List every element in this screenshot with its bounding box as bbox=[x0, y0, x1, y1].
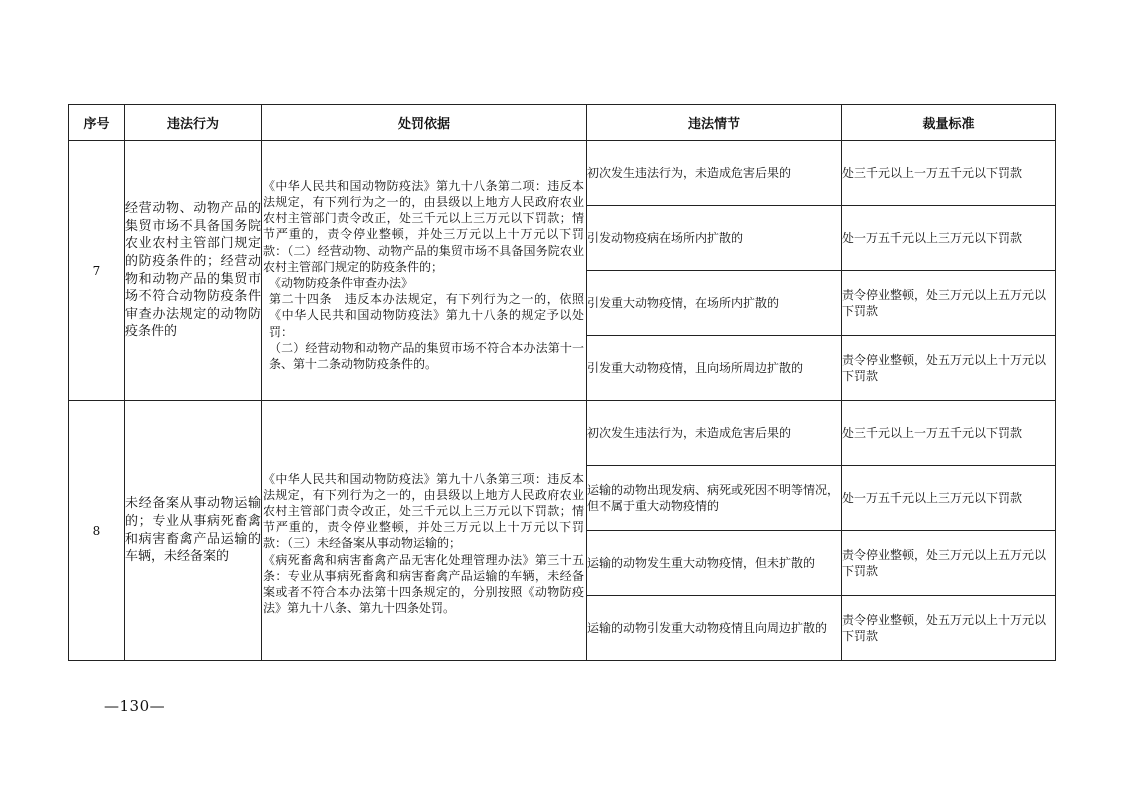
row-basis bbox=[262, 401, 587, 661]
standard-cell: 处一万五千元以上三万元以下罚款 bbox=[842, 206, 1056, 271]
header-standard: 裁量标准 bbox=[842, 105, 1056, 141]
row-seq: 8 bbox=[69, 401, 125, 661]
header-circumstance: 违法情节 bbox=[587, 105, 842, 141]
row-behavior: 经营动物、动物产品的集贸市场不具备国务院农业农村主管部门规定的防疫条件的；经营动物和动物产品的集贸市场不符合动物防疫条件审查办法规定的动物防疫条件的 bbox=[125, 141, 262, 401]
table-row bbox=[69, 401, 1056, 466]
standard-cell: 处三千元以上一万五千元以下罚款 bbox=[842, 141, 1056, 206]
circumstance-cell: 运输的动物引发重大动物疫情且向周边扩散的 bbox=[587, 596, 842, 661]
header-behavior: 违法行为 bbox=[125, 105, 262, 141]
circumstance-cell: 引发动物疫病在场所内扩散的 bbox=[587, 206, 842, 271]
standard-cell: 责令停业整顿，处三万元以上五万元以下罚款 bbox=[842, 271, 1056, 336]
header-row bbox=[69, 105, 1056, 141]
penalty-table bbox=[68, 104, 1056, 661]
basis-paragraph: 《中华人民共和国动物防疫法》第九十八条第二项：违反本法规定，有下列行为之一的，由县级以上地方人民政府农业农村主管部门责令改正，处三千元以上三万元以下罚款；情节严重的，责令停业整顿，并处三万元以上十万元以下罚款：（二）经营动物、动物产品的集贸市场不具备国务院农业农村主管部门规定的防疫条件的； bbox=[263, 178, 584, 274]
basis-paragraph: 《病死畜禽和病害畜禽产品无害化处理管理办法》第三十五条：专业从事病死畜禽和病害畜禽产品运输的车辆，未经备案或者不符合本办法第十四条规定的，分别按照《动物防疫法》第九十八条、第九十四条处罚。 bbox=[263, 552, 584, 616]
circumstance-cell: 初次发生违法行为，未造成危害后果的 bbox=[587, 141, 842, 206]
circumstance-cell: 引发重大动物疫情，在场所内扩散的 bbox=[587, 271, 842, 336]
circumstance-cell: 运输的动物出现发病、病死或死因不明等情况，但不属于重大动物疫情的 bbox=[587, 466, 842, 531]
basis-paragraph: 《动物防疫条件审查办法》 bbox=[269, 276, 414, 290]
circumstance-cell: 初次发生违法行为，未造成危害后果的 bbox=[587, 401, 842, 466]
standard-cell: 责令停业整顿，处三万元以上五万元以下罚款 bbox=[842, 531, 1056, 596]
row-behavior: 未经备案从事动物运输的；专业从事病死畜禽和病害畜禽产品运输的车辆，未经备案的 bbox=[125, 401, 262, 661]
standard-cell: 责令停业整顿，处五万元以上十万元以下罚款 bbox=[842, 336, 1056, 401]
header-basis: 处罚依据 bbox=[262, 105, 587, 141]
basis-paragraph: 《中华人民共和国动物防疫法》第九十八条第三项：违反本法规定，有下列行为之一的，由县级以上地方人民政府农业农村主管部门责令改正，处三千元以上三万元以下罚款；情节严重的，责令停业整顿，并处三万元以上十万元以下罚款：（三）未经备案从事动物运输的； bbox=[263, 471, 584, 551]
table-row bbox=[69, 141, 1056, 206]
row-basis bbox=[262, 141, 587, 401]
header-seq: 序号 bbox=[69, 105, 125, 141]
circumstance-cell: 引发重大动物疫情，且向场所周边扩散的 bbox=[587, 336, 842, 401]
standard-cell: 责令停业整顿，处五万元以上十万元以下罚款 bbox=[842, 596, 1056, 661]
basis-paragraph: 第二十四条 违反本办法规定，有下列行为之一的，依照《中华人民共和国动物防疫法》第九十八条的规定予以处罚： bbox=[269, 292, 584, 339]
circumstance-cell: 运输的动物发生重大动物疫情，但未扩散的 bbox=[587, 531, 842, 596]
standard-cell: 处一万五千元以上三万元以下罚款 bbox=[842, 466, 1056, 531]
page-number: —130— bbox=[104, 697, 166, 715]
row-seq: 7 bbox=[69, 141, 125, 401]
basis-paragraph: （二）经营动物和动物产品的集贸市场不符合本办法第十一条、第十二条动物防疫条件的。 bbox=[269, 340, 584, 372]
standard-cell: 处三千元以上一万五千元以下罚款 bbox=[842, 401, 1056, 466]
